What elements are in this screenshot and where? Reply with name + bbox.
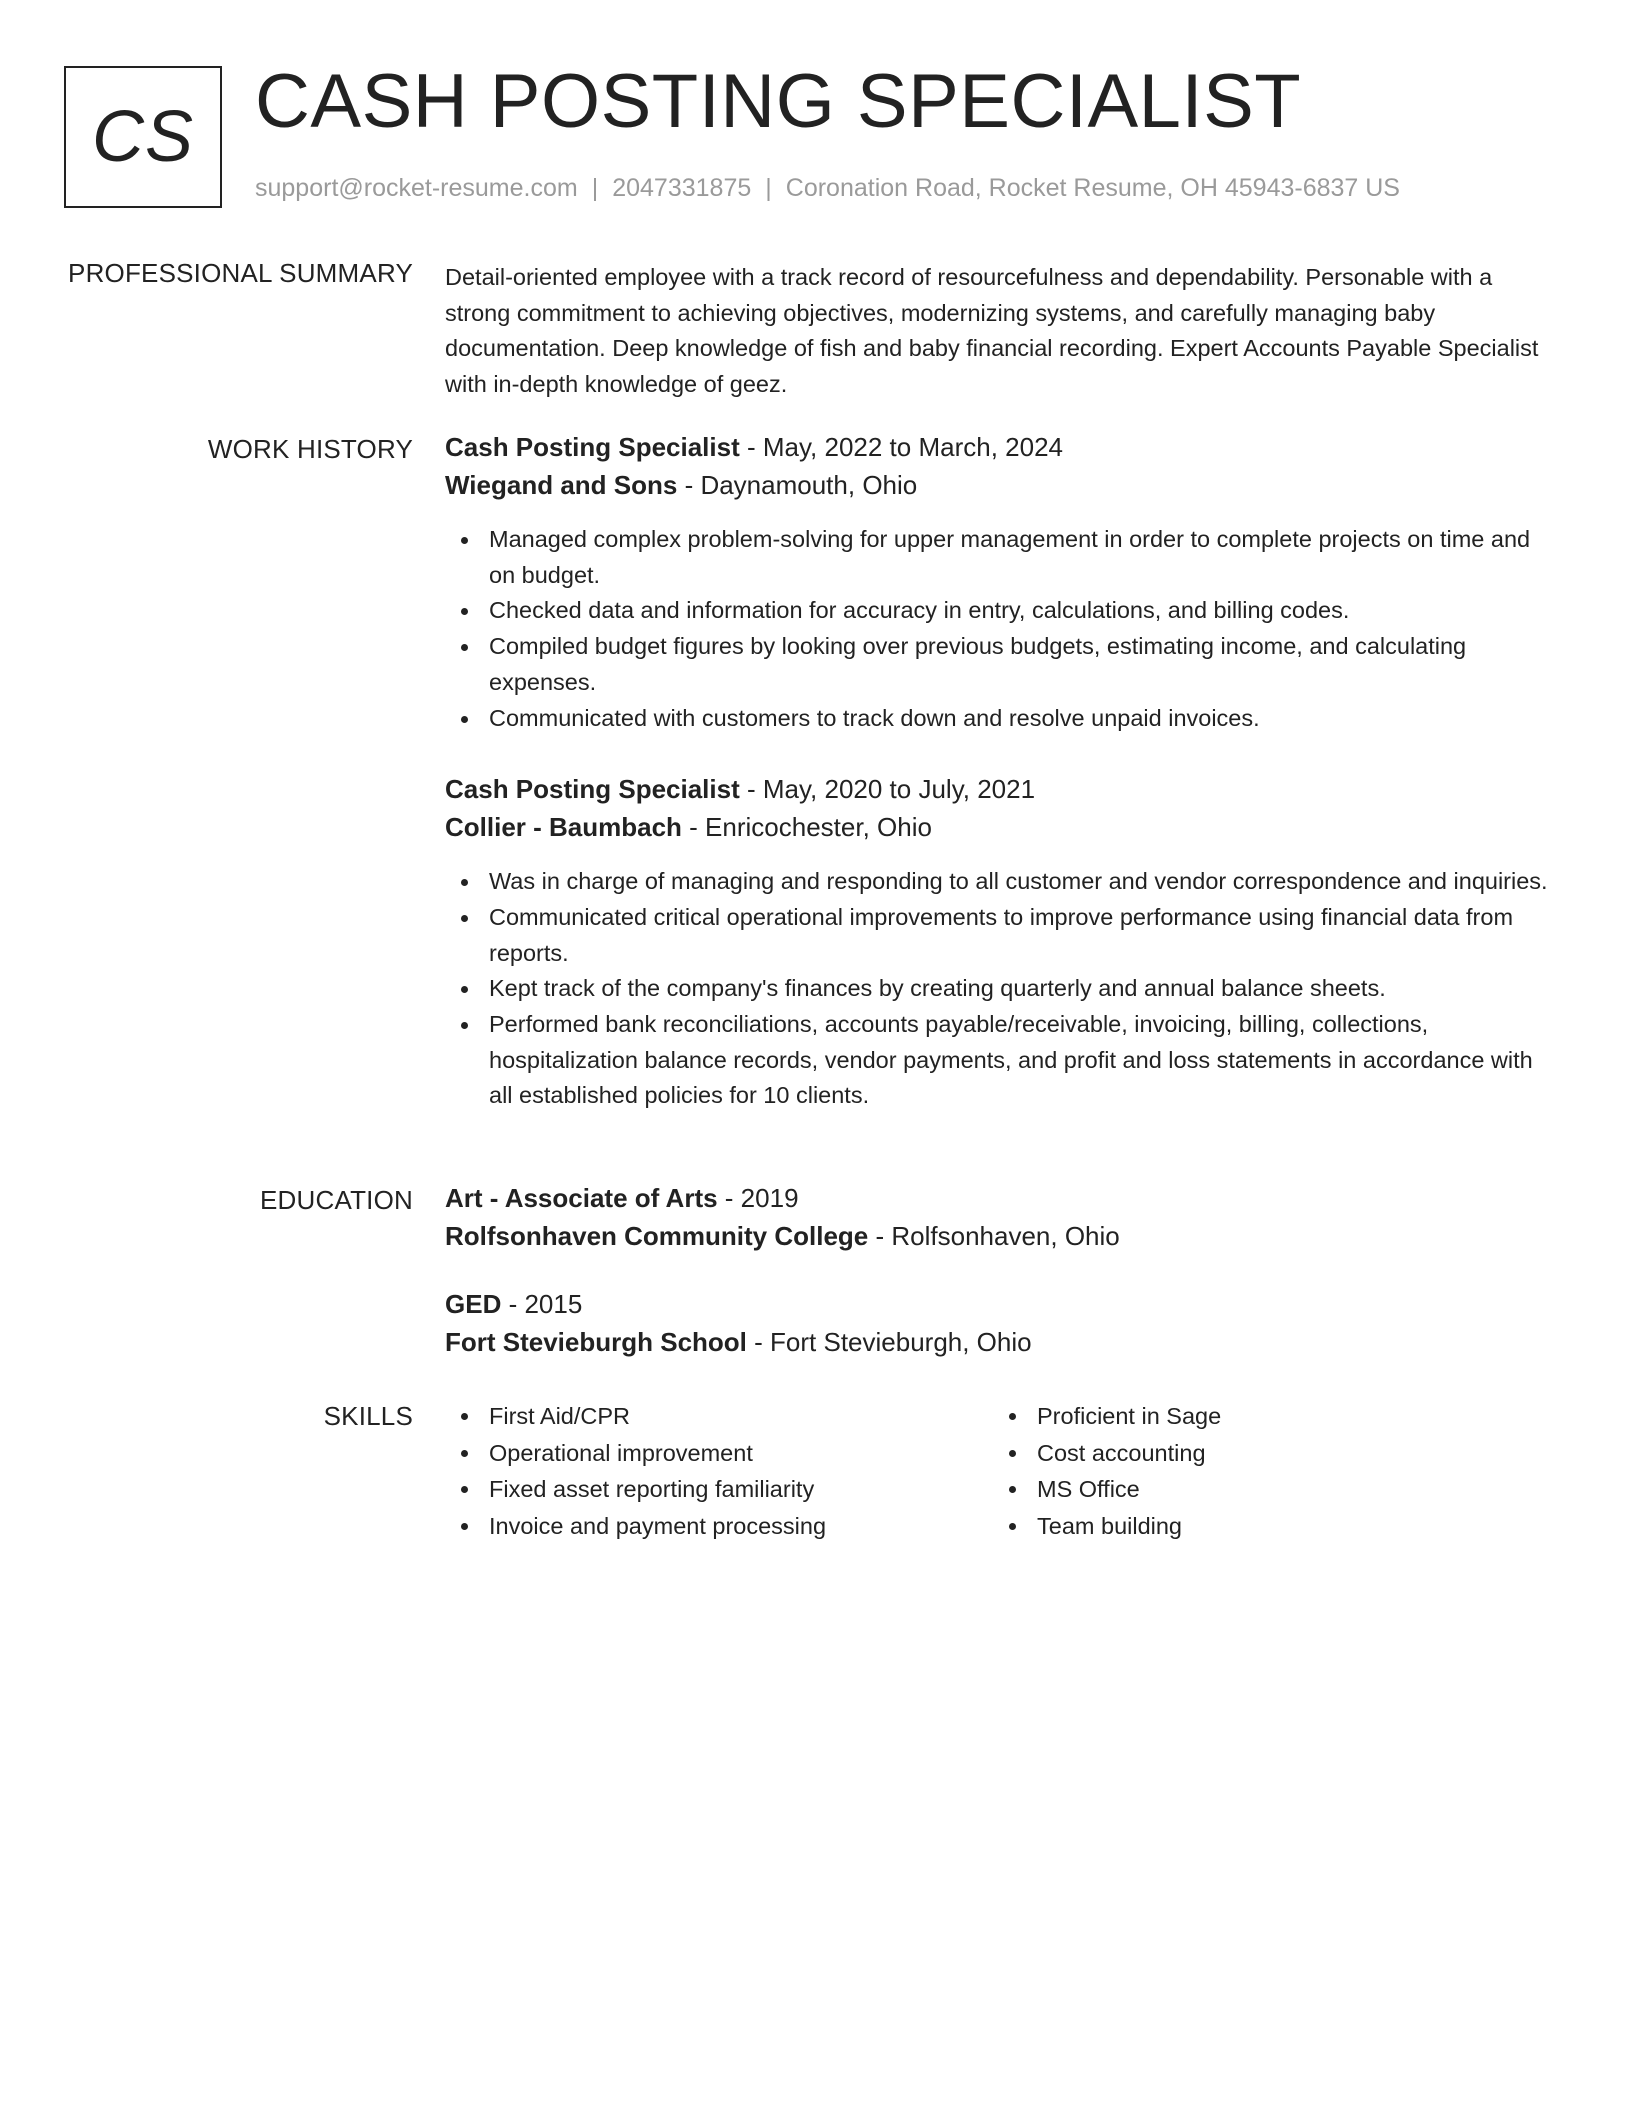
monogram-box xyxy=(64,66,222,208)
job-bullet: Compiled budget figures by looking over previous budgets, estimating income, and calculating expenses. xyxy=(445,629,1557,700)
monogram-initials: CS xyxy=(91,97,195,177)
skills-body xyxy=(445,1398,1557,1544)
skill-item: Cost accounting xyxy=(993,1435,1541,1472)
skill-item: Fixed asset reporting familiarity xyxy=(445,1471,993,1508)
work-history-body xyxy=(445,428,1557,1148)
education-degree-line xyxy=(445,1179,1557,1217)
skills-grid xyxy=(445,1398,1557,1544)
skill-item: Proficient in Sage xyxy=(993,1398,1541,1435)
section-label-education: EDUCATION xyxy=(260,1185,413,1215)
resume-title: CASH POSTING SPECIALIST xyxy=(255,59,1302,144)
section-label-work-history: WORK HISTORY xyxy=(207,434,413,464)
contact-separator: | xyxy=(765,174,772,202)
skill-item: First Aid/CPR xyxy=(445,1398,993,1435)
skill-item: Invoice and payment processing xyxy=(445,1508,993,1545)
skill-item: MS Office xyxy=(993,1471,1541,1508)
education-degree: GED xyxy=(445,1289,502,1319)
job-entry xyxy=(445,770,1557,1114)
skill-item: Team building xyxy=(993,1508,1541,1545)
job-company-line xyxy=(445,466,1557,504)
job-bullet: Performed bank reconciliations, accounts payable/receivable, invoicing, billing, collections, hospitalization balance records, vendor payments, and profit and loss statements in accordance with all established policies for 10 clients. xyxy=(445,1007,1557,1114)
job-company-line xyxy=(445,808,1557,846)
job-title-line xyxy=(445,770,1557,808)
job-bullet: Checked data and information for accuracy in entry, calculations, and billing codes. xyxy=(445,593,1557,629)
job-bullet: Kept track of the company's finances by creating quarterly and annual balance sheets. xyxy=(445,971,1557,1007)
job-title: Cash Posting Specialist xyxy=(445,432,740,462)
job-bullet: Communicated with customers to track down and resolve unpaid invoices. xyxy=(445,701,1557,737)
education-degree-line xyxy=(445,1285,1557,1323)
skills-column-right xyxy=(993,1398,1541,1544)
education-school-line xyxy=(445,1217,1557,1255)
skills-column-left xyxy=(445,1398,993,1544)
job-bullet: Communicated critical operational improvements to improve performance using financial data from reports. xyxy=(445,900,1557,971)
education-school: Rolfsonhaven Community College xyxy=(445,1221,869,1251)
contact-line xyxy=(255,174,1400,203)
section-label-skills: SKILLS xyxy=(323,1401,413,1431)
job-bullet: Managed complex problem-solving for upper management in order to complete projects on time and on budget. xyxy=(445,522,1557,593)
education-entry xyxy=(445,1179,1557,1255)
education-school: Fort Stevieburgh School xyxy=(445,1327,747,1357)
job-title: Cash Posting Specialist xyxy=(445,774,740,805)
job-dates: - May, 2022 to March, 2024 xyxy=(739,432,1063,462)
education-year: - 2019 xyxy=(717,1183,799,1213)
job-bullet: Was in charge of managing and responding to all customer and vendor correspondence and inquiries. xyxy=(445,864,1557,900)
education-school-line xyxy=(445,1323,1557,1361)
job-company: Wiegand and Sons xyxy=(445,470,678,500)
summary-body xyxy=(445,260,1557,403)
job-title-line xyxy=(445,428,1557,466)
education-location: - Fort Stevieburgh, Ohio xyxy=(746,1327,1032,1357)
job-location: - Enricochester, Ohio xyxy=(681,812,932,843)
job-dates: - May, 2020 to July, 2021 xyxy=(739,774,1036,805)
contact-phone: 2047331875 xyxy=(612,174,752,202)
summary-text: Detail-oriented employee with a track record of resourcefulness and dependability. Personable with a strong commitment to achieving objectives, modernizing systems, and carefully managing baby documentation. Deep knowledge of fish and baby financial recording. Expert Accounts Payable Specialist with in-depth knowledge of geez. xyxy=(445,264,1539,398)
contact-separator: | xyxy=(591,174,599,202)
job-company: Collier - Baumbach xyxy=(445,812,682,843)
education-body xyxy=(445,1179,1557,1361)
section-label-summary: PROFESSIONAL SUMMARY xyxy=(68,258,413,288)
education-year: - 2015 xyxy=(501,1289,583,1319)
job-entry xyxy=(445,428,1557,736)
education-location: - Rolfsonhaven, Ohio xyxy=(868,1221,1120,1251)
job-bullets xyxy=(445,864,1557,1114)
job-bullets xyxy=(445,522,1557,736)
contact-email: support@rocket-resume.com xyxy=(255,174,578,202)
skill-item: Operational improvement xyxy=(445,1435,993,1472)
job-location: - Daynamouth, Ohio xyxy=(677,470,918,500)
contact-address: Coronation Road, Rocket Resume, OH 45943-6837 US xyxy=(785,174,1400,202)
education-entry xyxy=(445,1285,1557,1361)
education-degree: Art - Associate of Arts xyxy=(445,1183,718,1213)
